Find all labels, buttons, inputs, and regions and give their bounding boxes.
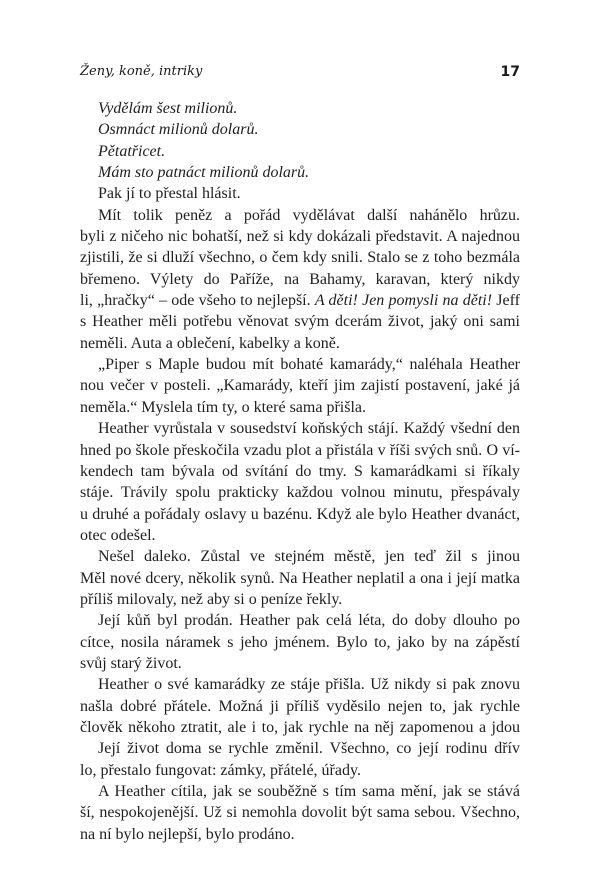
text-line: [80, 824, 520, 845]
text-run: člověk někoho ztratit, ale i to, jak rychle na něj zapomenou a jdou: [80, 718, 520, 736]
text-line: [80, 546, 520, 567]
italic-text: Vydělám šest milionů.: [98, 100, 238, 117]
text-run: cítce, nosila náramek s jeho jménem. Bylo to, jako by na zápěstí: [80, 633, 520, 651]
text-line: [80, 717, 520, 738]
italic-text: Pětatřicet.: [98, 142, 166, 160]
text-line: [80, 162, 520, 183]
text-run: nou večer v posteli. „Kamarády, kteří jim zajistí postavení, jaké já: [80, 377, 520, 395]
text-run: hned po škole přeskočila vzadu plot a přistála v říši svých snů. O ví-: [80, 441, 520, 459]
body-text: [80, 98, 520, 845]
text-run: na ní bylo nejlepší, bylo prodáno.: [80, 825, 295, 843]
text-run: zjistili, že si dluží všechno, o čem kdy snili. Stalo se z toho bezmála: [80, 249, 520, 267]
text-run: neměli. Auta a oblečení, kabelky a koně.: [80, 334, 340, 352]
text-run: li, „hračky“ – ode všeho to nejlepší.: [80, 292, 315, 310]
text-run: Heather vyrůstala v sousedství koňských stájí. Každý všední den: [98, 420, 520, 438]
text-line: [80, 738, 520, 759]
text-line: [80, 311, 520, 332]
text-run: neměla.“ Myslela tím ty, o které sama přišla.: [80, 398, 366, 416]
text-run: Mít tolik peněz a pořád vydělávat další nahánělo hrůzu.: [98, 206, 520, 224]
text-run: svůj starý život.: [80, 654, 182, 672]
text-line: [80, 375, 520, 396]
text-line: [80, 119, 520, 140]
text-run: s Heather měli potřebu věnovat svým dcerám život, jaký oni sami: [80, 313, 520, 331]
text-run: ší, nespokojenější. Už si nemohla dovolit být sama sebou. Všechno,: [80, 804, 520, 822]
text-line: [80, 802, 520, 823]
text-run: břemeno. Výlety do Paříže, na Bahamy, karavan, který nikdy: [80, 270, 520, 288]
text-line: [80, 440, 520, 461]
text-line: [80, 525, 520, 546]
text-run: „Piper s Maple budou mít bohaté kamarády,“ naléhala Heather: [98, 356, 520, 374]
text-run: příliš milovaly, než aby si o peníze řekly.: [80, 590, 343, 608]
text-run: otec odešel.: [80, 526, 156, 544]
text-run: Nešel daleko. Zůstal ve stejném městě, jen teď žil s jinou: [98, 548, 520, 566]
text-run: Její kůň byl prodán. Heather pak celá léta, do doby dlouho po: [98, 612, 520, 630]
text-line: [80, 418, 520, 439]
italic-text: Osmnáct milionů dolarů.: [98, 121, 259, 139]
text-run: A Heather cítila, jak se souběžně s tím sama mění, jak se stává: [98, 783, 520, 800]
text-line: [80, 397, 520, 418]
text-line: [80, 333, 520, 354]
text-line: [80, 632, 520, 653]
text-run: Měl nové dcery, několik synů. Na Heather neplatil a ona i její matka: [80, 569, 520, 587]
text-run: stáje. Trávily spolu prakticky každou volnou minutu, přespávaly: [80, 484, 520, 502]
text-line: [80, 226, 520, 247]
text-line: [80, 568, 520, 589]
text-run: Pak jí to přestal hlásit.: [98, 185, 241, 203]
text-run: kendech tam bývala od svítání do tmy. S kamarádkami si říkaly: [80, 462, 520, 480]
text-line: [80, 610, 520, 631]
italic-text: Mám sto patnáct milionů dolarů.: [98, 164, 310, 182]
text-line: [80, 141, 520, 162]
text-line: [80, 589, 520, 610]
text-line: [80, 696, 520, 717]
text-line: [80, 760, 520, 781]
italic-text: A děti! Jen pomysli na děti!: [314, 292, 493, 310]
text-run: lo, přestalo fungovat: zámky, přátelé, úřady.: [80, 761, 361, 779]
text-line: [80, 183, 520, 204]
text-line: [80, 290, 520, 311]
text-run: našla dobré přátele. Možná ji příliš vyděsilo nejen to, jak rychle: [80, 697, 520, 715]
text-line: [80, 504, 520, 525]
text-run: Její život doma se rychle změnil. Všechno, co její rodinu dřív: [98, 740, 520, 758]
text-line: [80, 98, 520, 119]
text-run: Jeff: [492, 292, 520, 310]
text-line: [80, 653, 520, 674]
text-line: [80, 781, 520, 802]
page-number: 17: [500, 64, 520, 80]
text-line: [80, 482, 520, 503]
text-line: [80, 674, 520, 695]
text-line: [80, 354, 520, 375]
text-run: u druhé a pořádaly oslavy u bazénu. Když ale bylo Heather dvanáct,: [80, 505, 520, 523]
running-head: [80, 64, 520, 86]
text-line: [80, 461, 520, 482]
text-line: [80, 247, 520, 268]
text-line: [80, 205, 520, 226]
text-line: [80, 269, 520, 290]
book-title: Ženy, koně, intriky: [80, 64, 203, 79]
text-run: byli z ničeho nic bohatší, než si kdy dokázali představit. A najednou: [80, 228, 520, 246]
text-run: Heather o své kamarádky ze stáje přišla. Už nikdy si pak znovu: [98, 676, 520, 694]
